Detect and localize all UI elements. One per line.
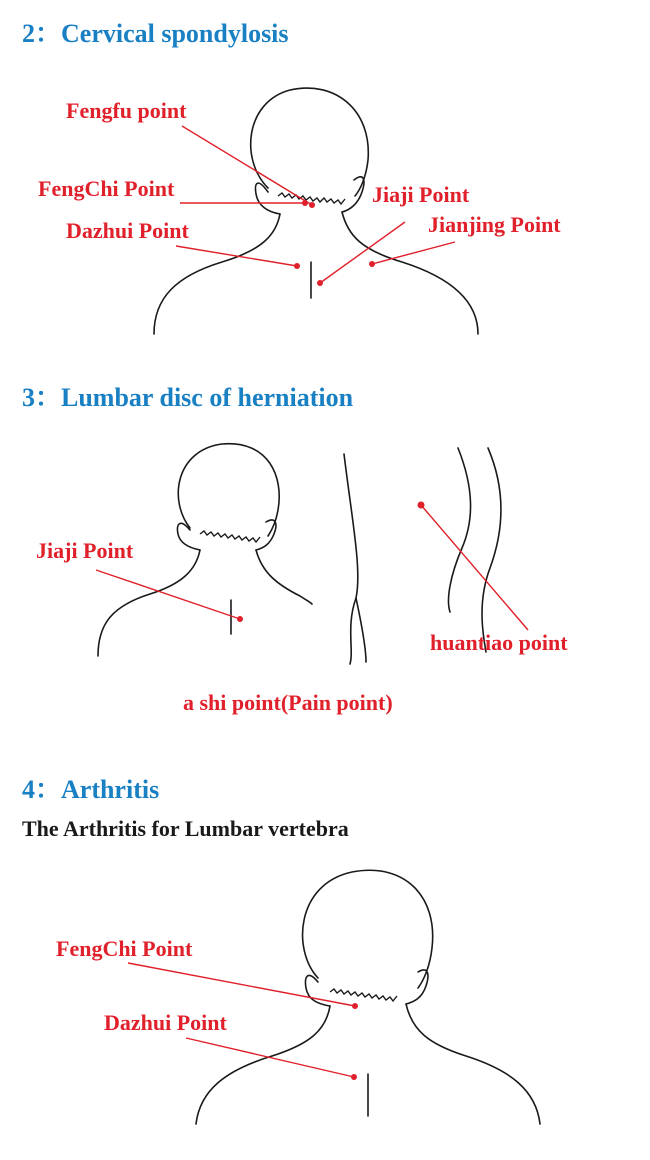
side-body-figure [344,454,366,664]
fengfu-leader [182,126,312,205]
neck-figure-3 [196,870,540,1124]
left-shoulder [98,550,200,656]
right-shoulder [256,550,312,604]
dazhui-dot [294,263,300,269]
huantiao-dot [418,502,425,509]
label-dazhui: Dazhui Point [66,218,189,243]
back-line [344,454,358,664]
hairline [330,989,397,1001]
label-ashi: a shi point(Pain point) [183,690,393,715]
hairline [200,531,260,542]
left-ear [306,975,331,1006]
head-outline [251,88,369,196]
right-shoulder [406,1004,540,1124]
huantiao-leader [421,505,528,630]
section-2-title: 2：Cervical spondylosis [22,19,289,48]
fengchi-dot [302,200,308,206]
hip-leg-figure [449,448,502,652]
jiaji-leader [320,222,405,283]
head-outline [178,444,279,536]
right-ear [256,520,276,550]
label-jianjing: Jianjing Point [428,212,561,237]
jianjing-dot [369,261,375,267]
head-outline [303,870,433,988]
section-4-subtitle: The Arthritis for Lumbar vertebra [22,816,349,841]
label-jiaji-3: Jiaji Point [36,538,134,563]
jiaji-leader-3 [96,570,240,619]
fengfu-dot [309,202,315,208]
dazhui-dot-4 [351,1074,357,1080]
fengchi-dot-4 [352,1003,358,1009]
jiaji-dot [317,280,323,286]
jianjing-leader [372,242,455,264]
dazhui-leader-4 [186,1038,354,1077]
label-fengchi-4: FengChi Point [56,936,193,961]
fengchi-leader-4 [128,963,355,1006]
label-jiaji: Jiaji Point [372,182,470,207]
label-huantiao: huantiao point [430,630,568,655]
section-4-title: 4：Arthritis [22,775,160,804]
dazhui-leader [176,246,297,266]
jiaji-dot-3 [237,616,243,622]
section-3-title: 3：Lumbar disc of herniation [22,383,354,412]
hip-outer-line [482,448,501,652]
hip-inner-line [449,448,471,612]
label-dazhui-4: Dazhui Point [104,1010,227,1035]
right-ear [342,177,364,212]
label-fengchi: FengChi Point [38,176,175,201]
label-fengfu: Fengfu point [66,98,187,123]
back-line-inner [356,598,366,662]
